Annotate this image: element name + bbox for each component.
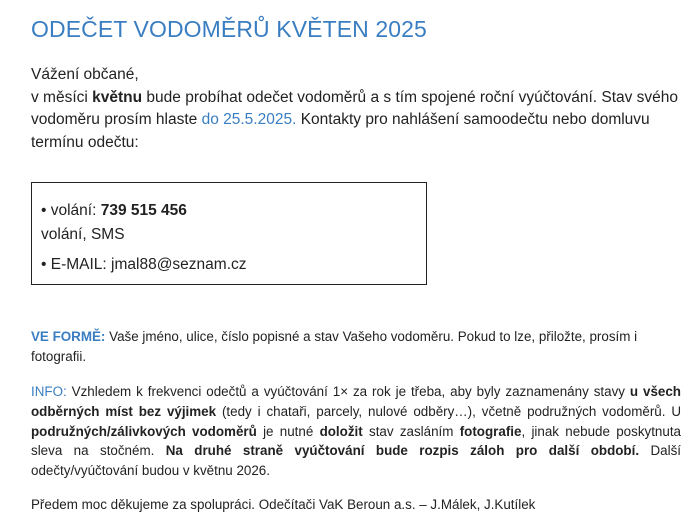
info-bold-5: Na druhé straně vyúčtování bude rozpis záloh pro další období. [165,443,640,459]
form-info-paragraph [31,327,681,367]
deadline-date: do 25.5.2025. [201,111,297,128]
intro-paragraph [31,87,681,155]
email-label: • E-MAIL: [41,256,112,273]
info-text-1: Vzhledem k frekvenci odečtů a vyúčtování 1× za rok je třeba, aby byly zaznamenány stavy [66,384,630,399]
info-text-5: , jinak nebude poskytnuta sleva na stočném. [31,423,681,459]
phone-note: volání, SMS [41,226,125,243]
intro-section [31,64,681,154]
page-title: ODEČET VODOMĚRŮ KVĚTEN 2025 [31,16,427,42]
info-label: INFO: [31,384,67,399]
month-highlight: květnu [92,88,143,106]
info-text-2: (tedy i chataři, parcely, nulové odběry…), včetně podružných vodoměrů. U [216,403,681,419]
phone-label: • volání: [41,202,101,219]
info-text-4: stav zasláním [362,423,460,439]
info-text-3: je nutné [256,423,320,439]
form-info-label: VE FORMĚ: [31,329,106,344]
info-bold-4: fotografie [459,423,522,439]
form-info-text: Vaše jméno, ulice, číslo popisné a stav Vašeho vodoměru. Pokud to lze, přiložte, prosím i fotografii. [31,329,638,364]
info-bold-2: podružných/zálivkových vodoměrů [31,423,257,439]
greeting: Vážení občané, [31,66,139,83]
intro-text-1: v měsíci [31,88,93,106]
phone-row [41,199,426,223]
intro-text-2: bude probíhat odečet vodoměrů a s tím spojené roční vyúčtování. Stav svého vodoměru prosím hlaste [31,88,679,128]
email-row [41,253,426,277]
contact-box [31,182,427,285]
phone-number[interactable]: 739 515 456 [100,202,187,219]
email-address[interactable]: jmal88@seznam.cz [111,256,247,273]
info-bold-1: u všech odběrných míst bez výjimek [31,384,681,419]
closing-line: Předem moc děkujeme za spolupráci. Odečítači VaK Beroun a.s. – J.Málek, J.Kutílek [31,497,536,512]
info-paragraph [31,382,681,481]
info-bold-3: doložit [319,423,363,439]
info-text-6: Další odečty/vyúčtování budou v květnu 2026. [31,443,681,479]
intro-text-3: Kontakty pro nahlášení samoodečtu nebo domluvu termínu odečtu: [31,111,650,151]
